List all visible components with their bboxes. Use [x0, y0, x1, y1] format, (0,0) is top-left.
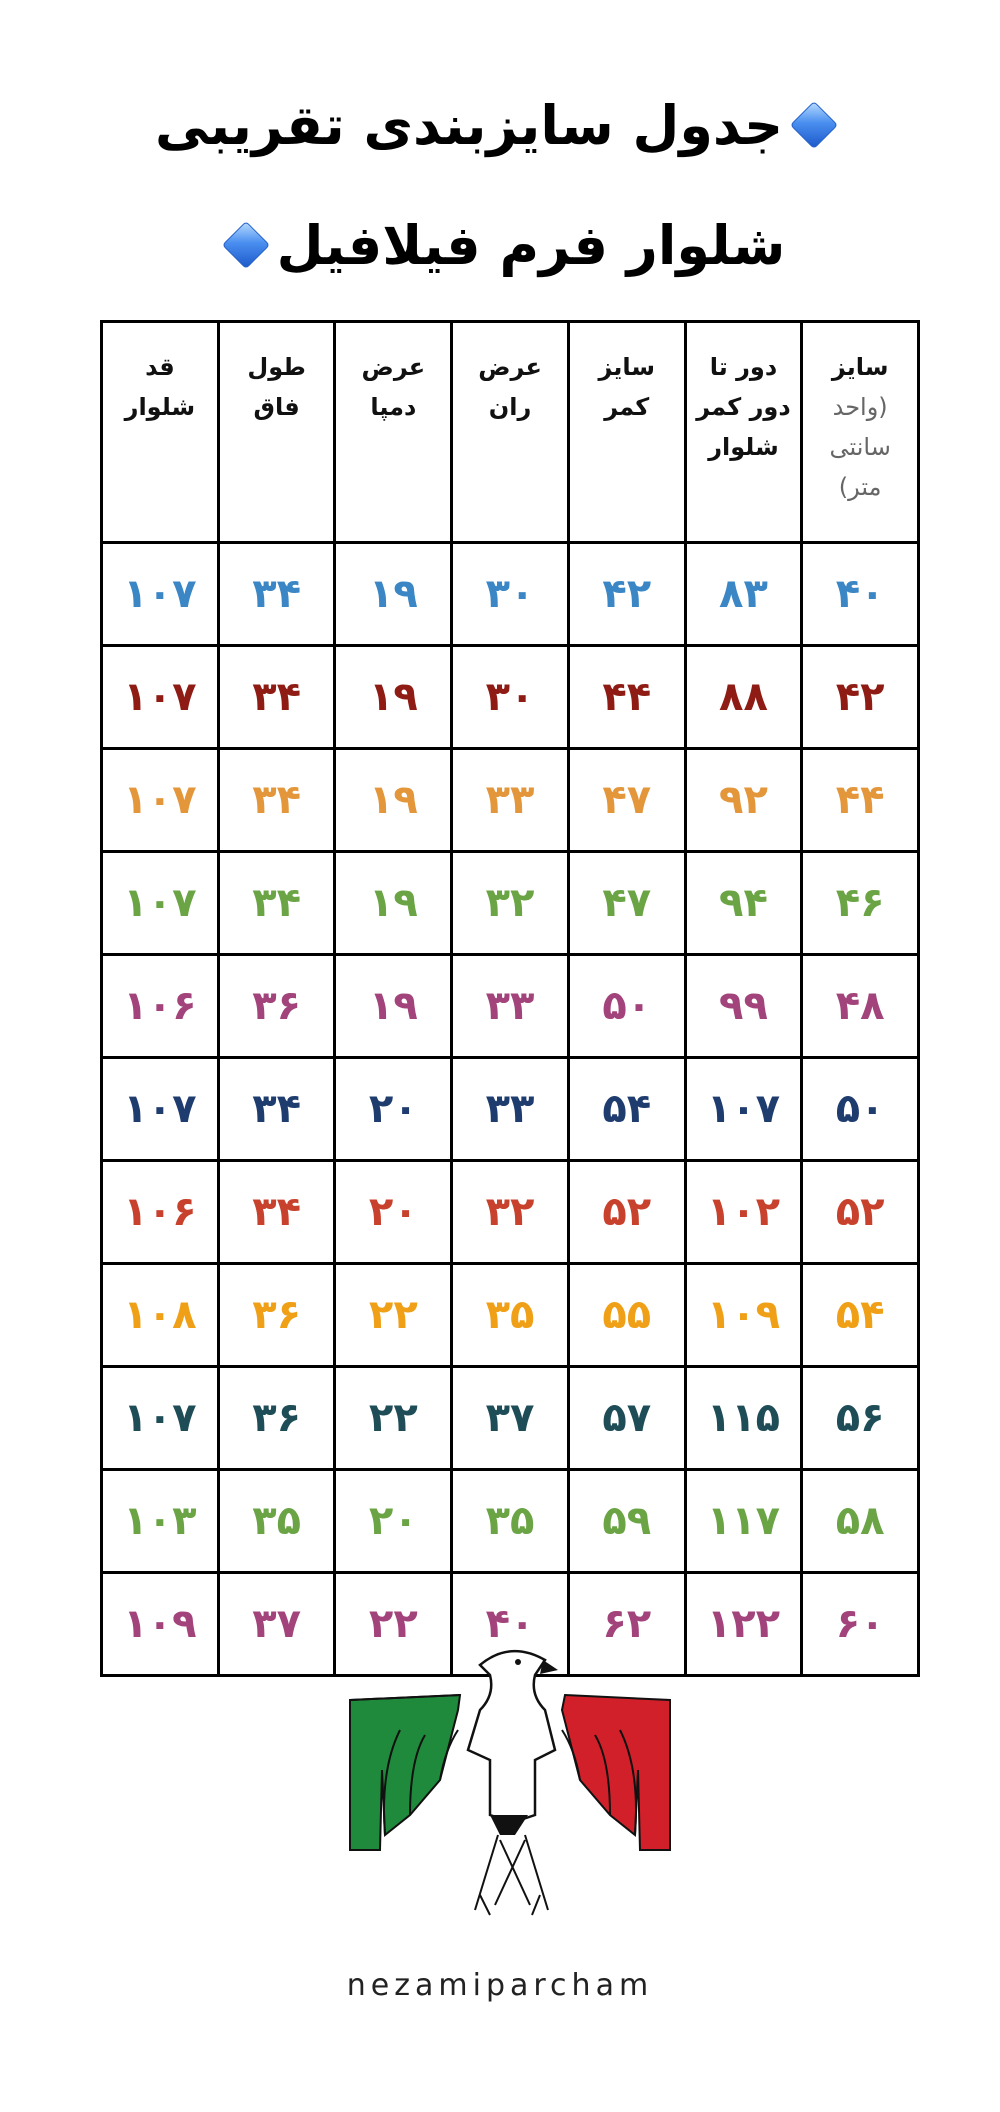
table-cell: ۱۰۶ — [102, 1161, 219, 1264]
table-cell: ۳۵ — [452, 1264, 569, 1367]
table-cell: ۱۰۲ — [685, 1161, 802, 1264]
column-header-line: ران — [488, 393, 532, 421]
table-cell: ۳۴ — [218, 1058, 335, 1161]
blue-diamond-icon — [790, 101, 838, 149]
table-row — [102, 543, 919, 646]
table-cell: ۵۸ — [802, 1470, 919, 1573]
column-header-line: فاق — [253, 393, 300, 421]
table-cell: ۲۰ — [335, 1058, 452, 1161]
table-cell: ۱۰۶ — [102, 955, 219, 1058]
table-cell: ۱۰۷ — [102, 1058, 219, 1161]
table-cell: ۱۹ — [335, 749, 452, 852]
eagle-flag-logo — [340, 1640, 680, 1940]
column-header-line: دور تا — [709, 353, 778, 381]
table-cell: ۲۲ — [335, 1573, 452, 1676]
column-header-unit: سانتی — [829, 433, 891, 461]
column-header — [568, 322, 685, 543]
column-header-line: طول — [247, 353, 306, 381]
table-cell: ۱۰۹ — [685, 1264, 802, 1367]
table-cell: ۱۰۷ — [685, 1058, 802, 1161]
table-cell: ۱۰۷ — [102, 749, 219, 852]
table-cell: ۳۴ — [218, 852, 335, 955]
table-cell: ۱۰۷ — [102, 1367, 219, 1470]
table-cell: ۶۰ — [802, 1573, 919, 1676]
table-body — [102, 543, 919, 1676]
table-cell: ۳۲ — [452, 1161, 569, 1264]
table-cell: ۱۹ — [335, 852, 452, 955]
table-cell: ۸۸ — [685, 646, 802, 749]
table-cell: ۶۲ — [568, 1573, 685, 1676]
column-header-line: عرض — [478, 353, 542, 381]
table-cell: ۵۴ — [802, 1264, 919, 1367]
column-header — [218, 322, 335, 543]
table-cell: ۹۲ — [685, 749, 802, 852]
table-row — [102, 646, 919, 749]
table-cell: ۱۰۸ — [102, 1264, 219, 1367]
column-header — [802, 322, 919, 543]
table-cell: ۴۰ — [452, 1573, 569, 1676]
table-cell: ۵۲ — [802, 1161, 919, 1264]
title-line-1 — [0, 80, 1000, 170]
table-cell: ۱۹ — [335, 543, 452, 646]
table-cell: ۳۷ — [218, 1573, 335, 1676]
table-cell: ۳۴ — [218, 1161, 335, 1264]
column-header-line: عرض — [361, 353, 426, 381]
table-cell: ۴۰ — [802, 543, 919, 646]
table-cell: ۳۵ — [452, 1470, 569, 1573]
title-text-2: شلوار فرم فیلافیل — [276, 213, 786, 277]
table-cell: ۳۰ — [452, 646, 569, 749]
table-cell: ۳۶ — [218, 1367, 335, 1470]
table-row — [102, 1470, 919, 1573]
column-header-line: سایز — [598, 353, 656, 381]
table-cell: ۱۱۷ — [685, 1470, 802, 1573]
table-cell: ۳۶ — [218, 955, 335, 1058]
blue-diamond-icon — [222, 221, 270, 269]
table-cell: ۵۰ — [802, 1058, 919, 1161]
size-table — [100, 320, 920, 1677]
table-cell: ۳۲ — [452, 852, 569, 955]
column-header-line: سایز — [831, 353, 889, 381]
table-cell: ۴۴ — [802, 749, 919, 852]
table-cell: ۴۶ — [802, 852, 919, 955]
table-cell: ۳۶ — [218, 1264, 335, 1367]
table-cell: ۱۰۳ — [102, 1470, 219, 1573]
title-text-1: جدول سایزبندی تقریبی — [154, 93, 784, 157]
table-cell: ۴۷ — [568, 749, 685, 852]
column-header — [685, 322, 802, 543]
table-cell: ۴۴ — [568, 646, 685, 749]
column-header-line: کمر — [604, 393, 650, 421]
column-header — [452, 322, 569, 543]
table-cell: ۸۳ — [685, 543, 802, 646]
table-cell: ۱۹ — [335, 646, 452, 749]
table-cell: ۳۴ — [218, 749, 335, 852]
column-header-line: دمپا — [370, 393, 417, 421]
column-header-unit: (واحد — [832, 393, 888, 421]
column-header — [335, 322, 452, 543]
column-header-line: شلوار — [708, 433, 779, 461]
table-cell: ۱۹ — [335, 955, 452, 1058]
table-cell: ۵۶ — [802, 1367, 919, 1470]
column-header-line: شلوار — [124, 393, 196, 421]
table-cell: ۳۳ — [452, 1058, 569, 1161]
table-cell: ۵۰ — [568, 955, 685, 1058]
table-cell: ۵۷ — [568, 1367, 685, 1470]
table-cell: ۹۴ — [685, 852, 802, 955]
table-cell: ۱۲۲ — [685, 1573, 802, 1676]
column-header-line: دور کمر — [696, 393, 791, 421]
table-cell: ۵۴ — [568, 1058, 685, 1161]
table-cell: ۳۷ — [452, 1367, 569, 1470]
table-cell: ۳۴ — [218, 646, 335, 749]
title-line-2 — [0, 200, 1000, 290]
table-cell: ۵۵ — [568, 1264, 685, 1367]
table-row — [102, 1058, 919, 1161]
table-cell: ۳۵ — [218, 1470, 335, 1573]
table-header-row — [102, 322, 919, 543]
table-cell: ۲۰ — [335, 1470, 452, 1573]
table-row — [102, 749, 919, 852]
table-row — [102, 1264, 919, 1367]
table-cell: ۲۲ — [335, 1264, 452, 1367]
table-cell: ۲۲ — [335, 1367, 452, 1470]
table-cell: ۳۳ — [452, 955, 569, 1058]
column-header-line: قد — [145, 353, 175, 381]
column-header-unit: متر) — [838, 473, 882, 501]
table-cell: ۵۹ — [568, 1470, 685, 1573]
table-cell: ۳۳ — [452, 749, 569, 852]
table-cell: ۱۰۹ — [102, 1573, 219, 1676]
table-cell: ۴۷ — [568, 852, 685, 955]
brand-name: nezamiparcham — [346, 1968, 654, 2003]
table-cell: ۱۰۷ — [102, 646, 219, 749]
table-row — [102, 955, 919, 1058]
table-cell: ۱۱۵ — [685, 1367, 802, 1470]
table-cell: ۳۴ — [218, 543, 335, 646]
table-cell: ۵۲ — [568, 1161, 685, 1264]
table-cell: ۱۰۷ — [102, 852, 219, 955]
table-cell: ۴۲ — [802, 646, 919, 749]
table-cell: ۴۲ — [568, 543, 685, 646]
table-cell: ۹۹ — [685, 955, 802, 1058]
table-row — [102, 1161, 919, 1264]
table-cell: ۲۰ — [335, 1161, 452, 1264]
column-header — [102, 322, 219, 543]
table-cell: ۴۸ — [802, 955, 919, 1058]
table-row — [102, 852, 919, 955]
table-row — [102, 1367, 919, 1470]
table-cell: ۱۰۷ — [102, 543, 219, 646]
table-cell: ۳۰ — [452, 543, 569, 646]
